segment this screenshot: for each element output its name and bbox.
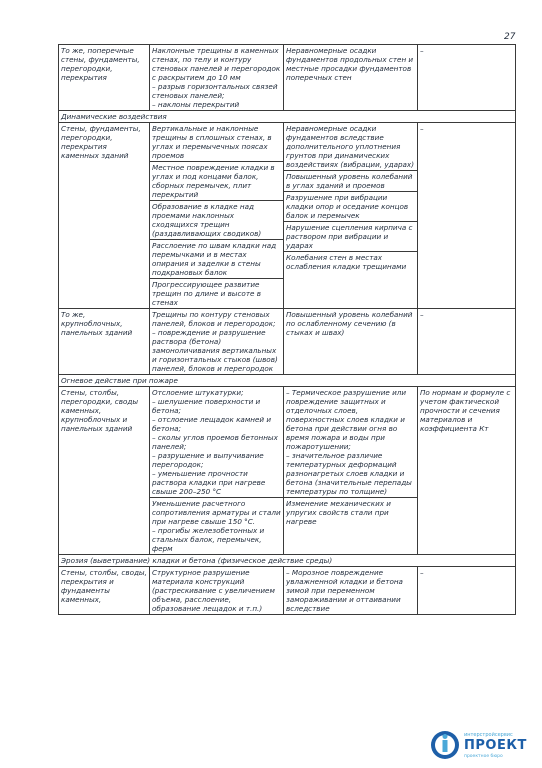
- structure-cell: [59, 387, 150, 555]
- defect-cell-text: Расслоение по швам кладки над перемычками и в местах опирания и заделки в стены подкрановых балок: [152, 241, 277, 277]
- section-row: [59, 555, 516, 567]
- assessment-cell-text: По нормам и формуле с учетом фактической прочности и сечения материалов и коэффициента Кт: [420, 388, 511, 433]
- structure-cell-text: Стены, столбы, перегородки, своды каменных, крупноблочных и панельных зданий: [61, 388, 139, 433]
- defect-cell: [150, 387, 284, 555]
- cause-cell-text: – Морозное повреждение увлажненной кладки и бетона зимой при переменном замораживании и оттаивании вследствие: [286, 568, 403, 613]
- section-heading: Огневое действие при пожаре: [59, 375, 516, 387]
- cause-cell-text: – Термическое разрушение или повреждение защитных и отделочных слоев, поверхностных слоев кладки и бетона при действии огня во время пожара и воды при пожаротушении; – значительное различие температурных деформаций разнонагретых слоев кладки и бетона (значительные перепады температуры по толщине): [286, 388, 412, 496]
- defect-cell: [150, 309, 284, 375]
- assessment-cell-text: –: [420, 568, 424, 577]
- defect-cell-text: Уменьшение расчетного сопротивления арматуры и стали при нагреве свыше 150 °С. – прогибы железобетонных и стальных балок, перемычек, ферм: [152, 499, 281, 553]
- assessment-cell-text: –: [420, 124, 424, 133]
- cause-cell: [284, 309, 418, 375]
- assessment-cell: [418, 387, 516, 555]
- logo-top-text: интерстройсервис: [464, 732, 513, 738]
- defect-cell: [150, 567, 284, 615]
- cause-cell: [284, 567, 418, 615]
- structure-cell: [59, 123, 150, 309]
- cause-cell: [284, 45, 418, 111]
- defect-cell-text: Местное повреждение кладки в углах и под концами балок, сборных перемычек, плит перекрытий: [152, 163, 275, 199]
- cell-divider: [284, 170, 417, 171]
- structure-cell-text: Стены, фундаменты, перегородки, перекрытия каменных зданий: [61, 124, 141, 160]
- cause-cell-text: Колебания стен в местах ослабления кладки трещинами: [286, 253, 407, 271]
- cell-divider: [150, 200, 283, 201]
- structure-cell-text: То же, поперечные стены, фундаменты, перегородки, перекрытия: [61, 46, 140, 82]
- cause-cell-text: Неравномерные осадки фундаментов продольных стен и местные просадки фундаментов поперечных стен: [286, 46, 414, 82]
- cause-cell: [284, 387, 418, 555]
- logo-emblem-icon: [430, 730, 460, 760]
- defect-cell-text: Трещины по контуру стеновых панелей, блоков и перегородок; – повреждение и разрушение раствора (бетона) замоноличивания вертикальных и горизонтальных стыков (швов) панелей, блоков и перегородок: [152, 310, 278, 373]
- cell-divider: [150, 278, 283, 279]
- cell-divider: [150, 239, 283, 240]
- cause-cell-text: Неравномерные осадки фундаментов вследствие дополнительного уплотнения грунтов при динамических воздействиях (вибрации, ударах): [286, 124, 414, 169]
- table-row: [59, 567, 516, 615]
- table-row: [59, 45, 516, 111]
- assessment-cell: [418, 123, 516, 309]
- defects-table: [58, 44, 516, 615]
- structure-cell-text: То же, крупноблочных, панельных зданий: [61, 310, 133, 337]
- cell-divider: [284, 191, 417, 192]
- defect-cell-text: Вертикальные и наклонные трещины в сплошных стенах, в углах и перемычечных поясах проемов: [152, 124, 272, 160]
- section-heading: Динамические воздействия: [59, 111, 516, 123]
- cell-divider: [150, 497, 283, 498]
- cell-divider: [284, 497, 417, 498]
- defect-cell-text: Отслоение штукатурки; – шелушение поверхности и бетона; – отслоение лещадок камней и бетона; – сколы углов проемов бетонных панелей; – разрушение и выпучивание перегородок; – уменьшение прочности раствора кладки при нагреве свыше 200–250 °С: [152, 388, 278, 496]
- assessment-cell-text: –: [420, 310, 424, 319]
- company-logo: [430, 728, 530, 764]
- defect-cell-text: Структурное разрушение материала конструкций (растрескивание с увеличением объема, расслоение, образование лещадок и т.п.): [152, 568, 275, 613]
- cell-divider: [284, 221, 417, 222]
- defect-cell-text: Прогрессирующее развитие трещин по длине и высоте в стенах: [152, 280, 261, 307]
- table-row: [59, 387, 516, 555]
- structure-cell: [59, 45, 150, 111]
- defect-cell-text: Образование в кладке над проемами наклонных сходящихся трещин (раздавливающих сводиков): [152, 202, 262, 238]
- cause-cell-text: Повышенный уровень колебаний в углах зданий и проемов: [286, 172, 413, 190]
- section-row: [59, 375, 516, 387]
- section-heading: Эрозия (выветривание) кладки и бетона (физическое действие среды): [59, 555, 516, 567]
- structure-cell: [59, 567, 150, 615]
- section-row: [59, 111, 516, 123]
- structure-cell: [59, 309, 150, 375]
- defect-cell: [150, 45, 284, 111]
- table-body: [59, 45, 516, 615]
- cause-cell-text: Нарушение сцепления кирпича с раствором при вибрации и ударах: [286, 223, 413, 250]
- logo-sub-text: проектное бюро: [464, 754, 503, 759]
- logo-main-text: ПРОЕКТ: [464, 738, 527, 753]
- cause-cell-text: Повышенный уровень колебаний по ослабленному сечению (в стыках и швах): [286, 310, 413, 337]
- assessment-cell-text: –: [420, 46, 424, 55]
- page-number: 27: [504, 32, 516, 42]
- table-row: [59, 123, 516, 309]
- assessment-cell: [418, 45, 516, 111]
- table-row: [59, 309, 516, 375]
- cause-cell-text: Изменение механических и упругих свойств стали при нагреве: [286, 499, 391, 526]
- assessment-cell: [418, 309, 516, 375]
- cause-cell-text: Разрушение при вибрации кладки опор и оседание концов балок и перемычек: [286, 193, 409, 220]
- cause-cell: [284, 123, 418, 309]
- defect-cell: [150, 123, 284, 309]
- structure-cell-text: Стены, столбы, своды, перекрытия и фундаменты каменных,: [61, 568, 147, 604]
- cell-divider: [150, 161, 283, 162]
- assessment-cell: [418, 567, 516, 615]
- defect-cell-text: Наклонные трещины в каменных стенах, по телу и контуру стеновых панелей и перегородок с раскрытием до 10 мм – разрыв горизонтальных связей стеновых панелей; – наклоны перекрытий: [152, 46, 281, 109]
- cell-divider: [284, 251, 417, 252]
